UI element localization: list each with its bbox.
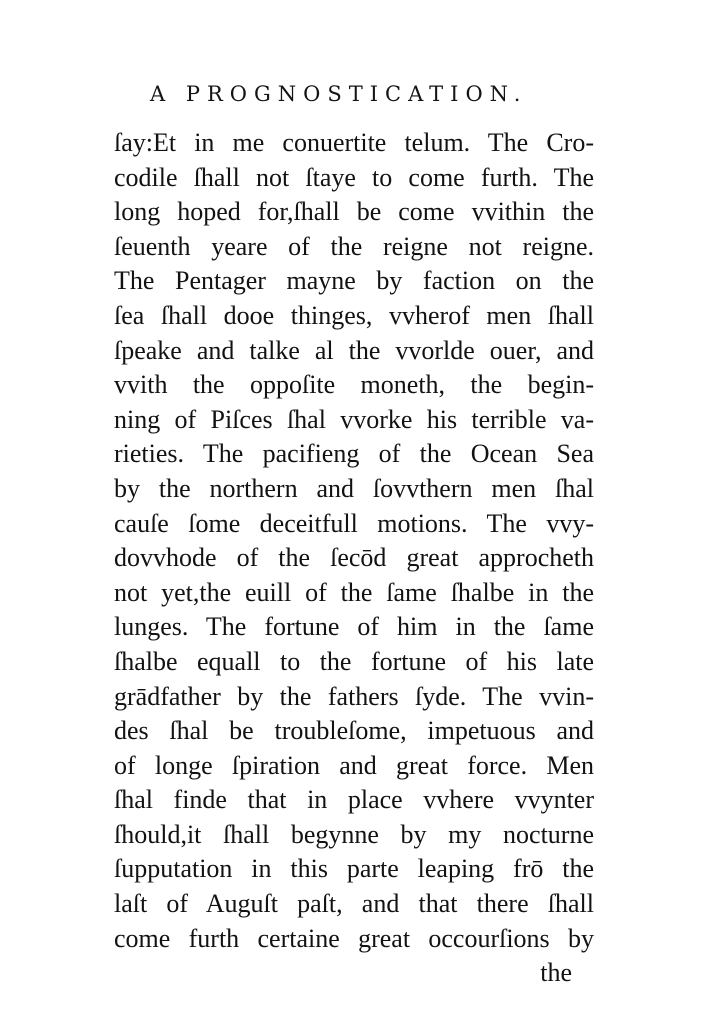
text-line: rieties. The pacifieng of the Ocean Sea xyxy=(114,439,594,469)
text-line: by the northern and ſovvthern men ſhal xyxy=(114,473,594,503)
text-line: laſt of Auguſt paſt, and that there ſhall xyxy=(114,889,594,919)
text-line: lunges. The fortune of him in the ſame xyxy=(114,612,594,642)
running-head: A PROGNOSTICATION. xyxy=(150,82,528,106)
text-line: ſhalbe equall to the fortune of his late xyxy=(114,646,594,676)
text-line: come furth certaine great occourſions by xyxy=(114,923,594,953)
text-line: ſay:Et in me conuertite telum. The Cro- xyxy=(114,128,594,157)
catchword: the xyxy=(540,958,572,988)
text-line: ſea ſhall dooe thinges, vvherof men ſhall xyxy=(114,300,594,330)
text-line: ſhould,it ſhall begynne by my nocturne xyxy=(114,819,594,849)
text-line: dovvhode of the ſecōd great approcheth xyxy=(114,543,594,573)
text-line: cauſe ſome deceitfull motions. The vvy- xyxy=(114,508,594,538)
text-line: ning of Piſces ſhal vvorke his terrible va- xyxy=(114,404,594,434)
body-text xyxy=(114,126,594,991)
text-line: not yet,the euill of the ſame ſhalbe in the xyxy=(114,577,594,607)
text-line: codile ſhall not ſtaye to come furth. The xyxy=(114,162,594,192)
text-line: vvith the oppoſite moneth, the begin- xyxy=(114,370,594,400)
text-line: long hoped for,ſhall be come vvithin the xyxy=(114,197,594,227)
text-line: ſhal finde that in place vvhere vvynter xyxy=(114,785,594,815)
text-line: ſpeake and talke al the vvorlde ouer, and xyxy=(114,335,594,365)
text-line: des ſhal be troubleſome, impetuous and xyxy=(114,716,594,746)
text-line: ſeuenth yeare of the reigne not reigne. xyxy=(114,231,594,261)
text-line: of longe ſpiration and great force. Men xyxy=(114,750,594,780)
text-line: grādfather by the fathers ſyde. The vvin- xyxy=(114,681,594,711)
text-line: The Pentager mayne by faction on the xyxy=(114,266,594,296)
text-line: ſupputation in this parte leaping frō the xyxy=(114,854,594,884)
